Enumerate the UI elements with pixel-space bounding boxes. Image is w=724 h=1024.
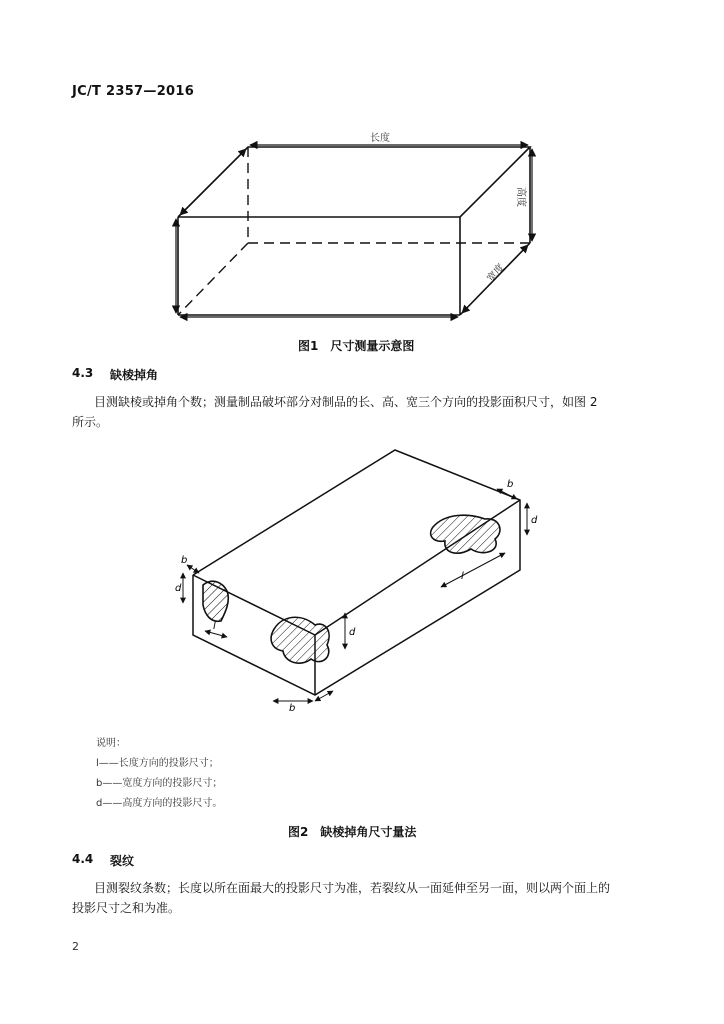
- label-length: 长度: [370, 133, 390, 144]
- label-l-right: l: [461, 571, 464, 582]
- block-outline: [193, 450, 520, 695]
- figure2-chipped-block-diagram: [165, 445, 545, 715]
- figure1-box-diagram: [160, 125, 550, 325]
- label-d-right: d: [531, 515, 538, 526]
- label-d-left: d: [175, 583, 182, 594]
- label-b-left: b: [181, 555, 188, 566]
- dimension-arrows: [176, 145, 532, 317]
- legend-title: 说明：: [96, 738, 126, 749]
- section-4-3-paragraph-line1: 目测缺棱或掉角个数；测量制品破坏部分对制品的长、高、宽三个方向的投影面积尺寸，如图 2: [94, 395, 598, 409]
- chip-right-edge: [431, 515, 500, 553]
- legend-item-b: b——宽度方向的投影尺寸；: [96, 778, 223, 789]
- section-4-4-number: 4.4: [72, 852, 94, 866]
- figure2-caption: 图2 缺棱掉角尺寸量法: [288, 825, 417, 839]
- label-d-front: d: [349, 627, 356, 638]
- section-4-4-paragraph-line2: 投影尺寸之和为准。: [72, 901, 181, 915]
- label-width: 宽度: [485, 262, 507, 285]
- label-b-front: b: [289, 703, 296, 714]
- box-visible-edges: [178, 147, 530, 315]
- figure1-caption: 图1 尺寸测量示意图: [298, 339, 415, 353]
- legend-item-l: l——长度方向的投影尺寸；: [96, 758, 219, 769]
- label-l-left: l: [213, 621, 216, 632]
- page-number: 2: [72, 940, 79, 953]
- section-4-3-title: 缺棱掉角: [110, 368, 159, 382]
- section-4-3-number: 4.3: [72, 366, 94, 380]
- section-4-4-title: 裂纹: [110, 854, 135, 868]
- section-4-4-paragraph-line1: 目测裂纹条数；长度以所在面最大的投影尺寸为准，若裂纹从一面延伸至另一面，则以两个面上的: [94, 881, 611, 895]
- chip-regions: [203, 515, 500, 663]
- legend-item-d: d——高度方向的投影尺寸。: [96, 798, 223, 809]
- chip-left-corner: [203, 581, 228, 621]
- label-height: 高度: [515, 187, 526, 207]
- standard-number: JC/T 2357—2016: [72, 84, 195, 99]
- chip-front-edge: [271, 617, 329, 663]
- section-4-3-paragraph-line2: 所示。: [72, 415, 109, 429]
- box-hidden-edges: [178, 147, 530, 315]
- label-b-right: b: [507, 479, 514, 490]
